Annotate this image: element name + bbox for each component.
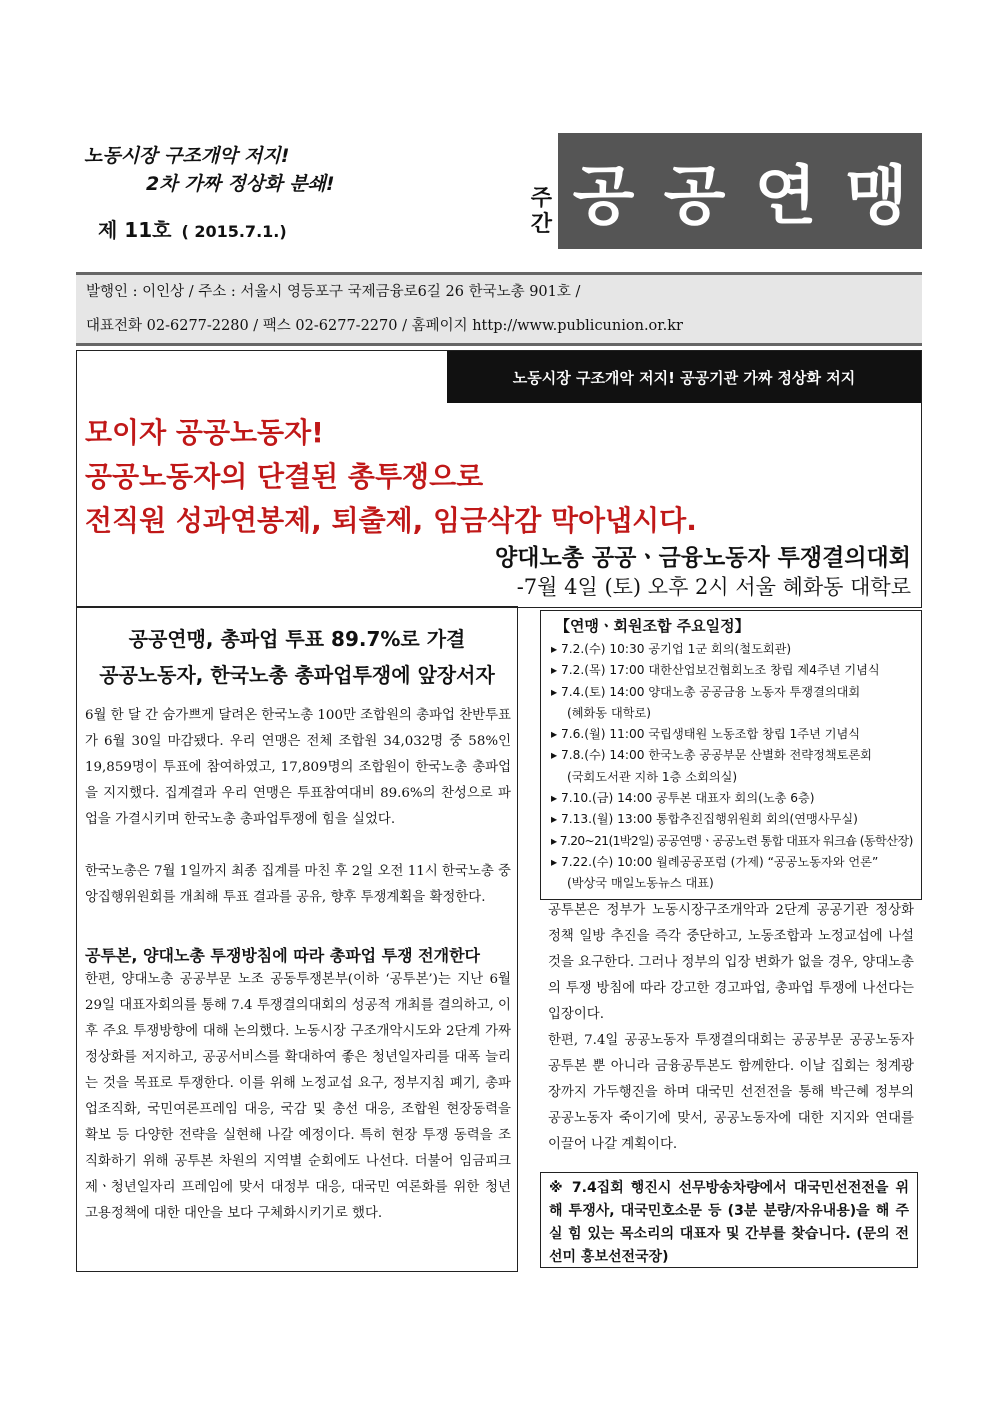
schedule-item-detail: (국회도서관 지하 1층 소회의실) [567, 769, 738, 784]
headline-line-1: 모이자 공공노동자! [85, 416, 324, 449]
issue-number: 제 11호 [98, 218, 172, 242]
schedule-item: ▸ 7.8.(수) 14:00 한국노총 공공부문 산별화 전략정책토론회 [551, 748, 872, 763]
title-char-2: 공 [663, 159, 726, 234]
schedule-item-detail: (혜화동 대학로) [567, 705, 652, 720]
weekly-label [516, 188, 552, 238]
schedule-item: ▸ 7.20~21(1박2일) 공공연맹ㆍ공공노련 통합 대표자 워크숍 (동학산장) [551, 833, 913, 848]
weekly-char-2: 간 [530, 212, 552, 237]
notice-box: ※ 7.4집회 행진시 선무방송차량에서 대국민선전전을 위해 투쟁사, 대국민호소문 등 (3분 분량/자유내용)을 해 주실 힘 있는 목소리의 대표자 및 간부를 찾습니다. (문의 전선미 홍보선전국장) [540, 1172, 918, 1268]
event-title: 양대노총 공공ㆍ금융노동자 투쟁결의대회 [495, 545, 911, 571]
article-paragraph-1: 6월 한 달 간 숨가쁘게 달려온 한국노총 100만 조합원의 총파업 찬반투표가 6월 30일 마감됐다. 우리 연맹은 전체 조합원 34,032명 중 58%인 19,859명이 투표에 참여하였고, 17,809명의 조합원이 한국노총 총파업을 지지했다. 집계결과 우리 연맹은 투표참여대비 89.6%의 찬성으로 파업을 가결시키며 한국노총 총파업투쟁에 힘을 실었다. [85, 708, 511, 827]
headline-line-2: 공공노동자의 단결된 총투쟁으로 [85, 460, 484, 493]
publisher-line-1: 발행인 : 이인상 / 주소 : 서울시 영등포구 국제금융로6길 26 한국노총 901호 / [86, 284, 581, 300]
slogan-line-1: 노동시장 구조개악 저지! [84, 145, 290, 167]
right-article [548, 898, 914, 1158]
schedule-item: ▸ 7.2.(수) 10:30 공기업 1군 회의(철도회관) [551, 642, 792, 656]
schedule-list [551, 639, 917, 895]
schedule-item: ▸ 7.6.(월) 11:00 국립생태원 노동조합 창립 1주년 기념식 [551, 727, 861, 742]
slogan-band: 노동시장 구조개악 저지! 공공기관 가짜 정상화 저지 [447, 351, 921, 403]
event-datetime: -7월 4일 (토) 오후 2시 서울 혜화동 대학로 [516, 575, 911, 599]
schedule-item-detail: (박상국 매일노동뉴스 대표) [567, 876, 714, 891]
right-paragraph-1: 공투본은 정부가 노동시장구조개악과 2단계 공공기관 정상화 정책 일방 추진을 즉각 중단하고, 노동조합과 노정교섭에 나설 것을 요구한다. 그러나 정부의 입장 변화가 없을 경우, 양대노총의 투쟁 방침에 따라 강고한 경고파업, 총파업 투쟁에 나선다는 입장이다. [548, 903, 914, 1022]
headline-line-3: 전직원 성과연봉제, 퇴출제, 임금삭감 막아냅시다. [85, 504, 697, 537]
article-paragraph-2: 한국노총은 7월 1일까지 최종 집계를 마친 후 2일 오전 11시 한국노총 중앙집행위원회를 개최해 투표 결과를 공유, 향후 투쟁계획을 확정한다. [85, 864, 511, 905]
schedule-item: ▸ 7.10.(금) 14:00 공투본 대표자 회의(노총 6층) [551, 791, 815, 806]
title-char-3: 연 [754, 159, 817, 234]
schedule-box [540, 610, 922, 900]
right-paragraph-2: 한편, 7.4일 공공노동자 투쟁결의대회는 공공부문 공공노동자 공투본 뿐 아니라 금융공투본도 함께한다. 이날 집회는 청계광장까지 가두행진을 하며 대국민 선전전을 통해 박근혜 정부의 공공노동자 죽이기에 맞서, 공공노동자에 대한 지지와 연대를 이끌어 나갈 계획이다. [548, 1033, 914, 1152]
newsletter-title [558, 133, 922, 249]
schedule-item: ▸ 7.22.(수) 10:00 월례공공포럼 (가제) “공공노동자와 언론” [551, 854, 879, 869]
article-title: 공공연맹, 총파업 투표 89.7%로 가결 [128, 627, 466, 651]
slogan-line-2: 2차 가짜 정상화 분쇄! [146, 173, 335, 195]
title-char-4: 맹 [845, 159, 908, 234]
issue-info [98, 214, 287, 243]
schedule-item: ▸ 7.4.(토) 14:00 양대노총 공공금융 노동자 투쟁결의대회 [551, 684, 861, 699]
schedule-item: ▸ 7.2.(목) 17:00 대한산업보건협회노조 창립 제4주년 기념식 [551, 663, 880, 678]
weekly-char-1: 주 [530, 186, 552, 211]
article-paragraph-3: 한편, 양대노총 공공부문 노조 공동투쟁본부(이하 ‘공투본’)는 지난 6월 29일 대표자회의를 통해 7.4 투쟁결의대회의 성공적 개최를 결의하고, 이후 주요 투쟁방향에 대해 논의했다. 노동시장 구조개악시도와 2단계 가짜 정상화를 저지하고, 공공서비스를 확대하여 좋은 청년일자리를 대폭 늘리는 것을 목표로 투쟁한다. 이를 위해 노정교섭 요구, 정부지침 폐기, 총파업조직화, 국민여론프레임 대응, 국감 및 총선 대응, 조합원 현장동력을 확보 등 다양한 전략을 실현해 나갈 예정이다. 특히 현장 투쟁 동력을 조직화하기 위해 공투본 차원의 지역별 순회에도 나선다. 더불어 임금피크제ㆍ청년일자리 프레임에 맞서 대정부 대응, 대국민 여론화를 위한 청년고용정책에 대한 대안을 보다 구체화시키기로 했다. [85, 972, 511, 1221]
publisher-line-2: 대표전화 02-6277-2280 / 팩스 02-6277-2270 / 홈페이지 http://www.publicunion.or.kr [86, 318, 683, 334]
publisher-info [76, 272, 922, 346]
section-heading: 공투본, 양대노총 투쟁방침에 따라 총파업 투쟁 전개한다 [85, 946, 480, 965]
schedule-title: 【연맹ㆍ회원조합 주요일정】 [555, 617, 750, 635]
main-headline-box [76, 350, 922, 608]
schedule-item: ▸ 7.13.(월) 13:00 통합추진집행위원회 회의(연맹사무실) [551, 812, 858, 827]
title-char-1: 공 [572, 159, 635, 234]
main-article [76, 606, 518, 1272]
article-subtitle: 공공노동자, 한국노총 총파업투쟁에 앞장서자 [99, 663, 495, 687]
issue-date: ( 2015.7.1.) [181, 222, 287, 241]
